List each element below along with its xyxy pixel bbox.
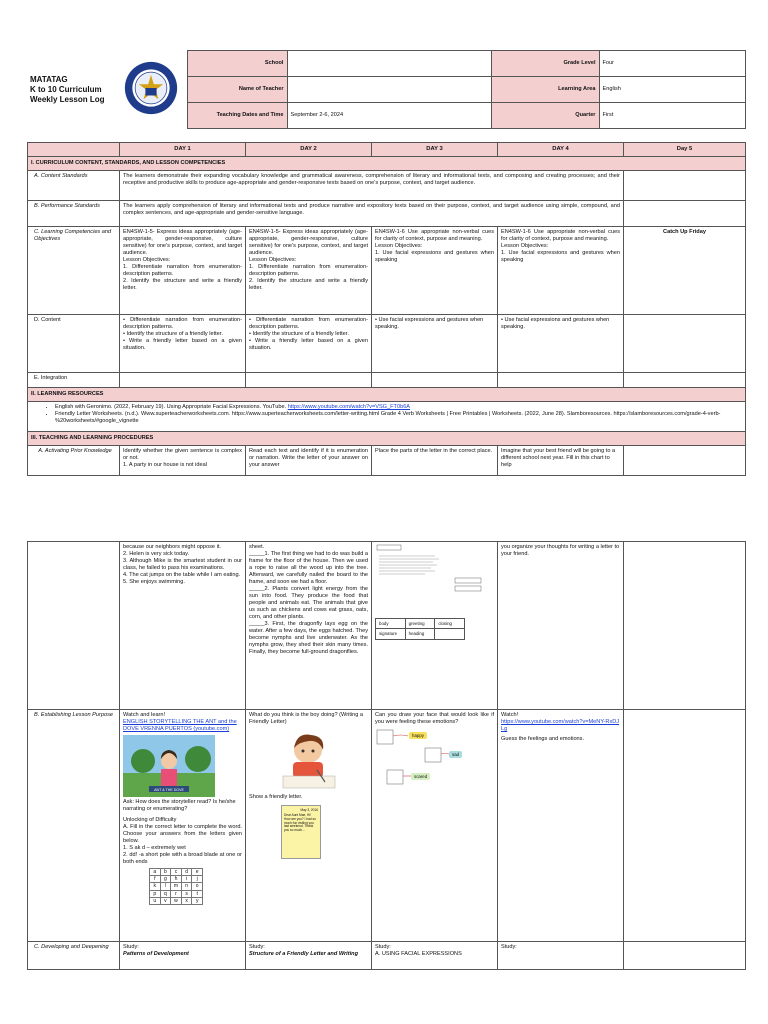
competencies-day2: EN4SW-1-5- Express ideas appropriately (age-appropriate, gender-responsive, culture sensitive) for one's purpose, context, and target audience. Lesson Objectives: 1. Differentiate narration from enumeration- description patterns. 2. Identify the structure and write a friendly letter.	[246, 227, 372, 315]
establishing-day1	[120, 710, 246, 942]
abc-cell: i	[181, 876, 192, 883]
est-day4-intro: Watch!	[501, 712, 519, 718]
day-1-header: DAY 1	[120, 143, 246, 157]
storytelling-thumbnail	[123, 735, 215, 797]
letter-part-closing: closing	[435, 618, 465, 629]
abc-cell: y	[192, 897, 203, 904]
abc-cell: s	[181, 890, 192, 897]
activating-day4: Imagine that your best friend will be going to a different school next year. Fill in this chart to help	[498, 446, 624, 476]
competencies-day4: EN4SW-1-6 Use appropriate non-verbal cues for clarity of context, purpose and meaning. Lesson Objectives: 1. Use facial expressions and gestures when speaking	[498, 227, 624, 315]
letter-part-greeting: greeting	[405, 618, 435, 629]
performance-standards-day5	[624, 201, 746, 227]
section-resources: II. LEARNING RESOURCES	[28, 388, 746, 402]
resource-1-text: English with Geronimo. (2022, February 19). Using Appropriate Facial Expressions. YouTube.	[55, 404, 288, 411]
abc-cell: u	[150, 897, 161, 904]
content-standards-day5	[624, 171, 746, 201]
header-table	[27, 50, 746, 129]
content-day4: • Use facial expressions and gestures when speaking.	[498, 315, 624, 373]
title-line-1: MATATAG	[30, 74, 68, 84]
abc-cell: v	[160, 897, 171, 904]
developing-day4	[498, 942, 624, 970]
content-label: D. Content	[28, 315, 120, 373]
boy-writing-illustration	[273, 728, 343, 792]
title-line-3: Weekly Lesson Log	[30, 94, 105, 104]
learning-area-label: Learning Area	[491, 77, 599, 103]
lesson-table	[27, 142, 746, 476]
learning-area-value: English	[599, 77, 745, 103]
est-day1-unlocking: Unlocking of Difficulty A. Fill in the correct letter to complete the word. Choose your answers from the letters given below. 1. S ak d – extremely wet 2. dd! -a short pole with a broad blade at one or both ends	[123, 816, 242, 865]
developing-day5	[624, 942, 746, 970]
developing-day3	[372, 942, 498, 970]
emotion-faces	[375, 726, 493, 796]
abc-cell: q	[160, 890, 171, 897]
developing-day2	[246, 942, 372, 970]
integration-day5	[624, 373, 746, 388]
letter-parts-grid	[375, 618, 465, 640]
performance-standards-text: The learners apply comprehension of literary and informational texts and produce narrative and expository texts based on their purpose, context, and target audience using simple, compound, and complex sentences, and age-appropriate and gender-sensitive language.	[120, 201, 624, 227]
teacher-value	[287, 77, 491, 103]
lesson-table-continued	[27, 541, 746, 970]
activating-day5-cont	[624, 542, 746, 710]
letter-part-body: body	[376, 618, 406, 629]
resource-1-link[interactable]: https://www.youtube.com/watch?v=VSG_FT0b6A	[287, 404, 411, 411]
dev-day3-text: A. USING FACIAL EXPRESSIONS	[375, 950, 462, 957]
lesson-log-page-2	[27, 541, 745, 970]
abc-cell: f	[150, 876, 161, 883]
quarter-value: First	[599, 103, 745, 129]
developing-label: C. Developing and Deepening	[28, 942, 120, 970]
abc-cell: h	[171, 876, 182, 883]
abc-cell: w	[171, 897, 182, 904]
est-day2-show: Show a friendly letter.	[249, 793, 303, 800]
dev-day2-study: Study:	[249, 944, 265, 950]
emotion-happy: happy	[409, 732, 427, 740]
competencies-day1: EN4SW-1-5- Express ideas appropriately (age-appropriate, gender-responsive, culture sensitive) for one's purpose, context, and target audience. Lesson Objectives: 1. Differentiate narration from enumeration- description patterns. 2. Identify the structure and write a friendly letter.	[120, 227, 246, 315]
friendly-letter-date: May 3, 2016	[300, 807, 318, 812]
content-day5	[624, 315, 746, 373]
activating-day1-cont: because our neighbors might oppose it. 2. Helen is very sick today. 3. Although Mike is the smartest student in our class, he failed to pass his examinations. 4. The cat jumps on the table while I am eating. 5. She enjoys swimming.	[120, 542, 246, 710]
teaching-dates-label: Teaching Dates and Time	[187, 103, 287, 129]
establishing-day3	[372, 710, 498, 942]
abc-cell: j	[192, 876, 203, 883]
est-day2-question: What do you think is the boy doing? (Writing a Friendly Letter)	[249, 712, 364, 725]
content-standards-text: The learners demonstrate their expanding vocabulary knowledge and grammatical awareness, comprehension of literary and informational texts, and composing and creating processes; and their receptive and productive skills to produce age-appropriate and gender-responsive texts based on one's purpose, context, and target audience.	[120, 171, 624, 201]
content-day2: • Differentiate narration from enumeration- description patterns. • Identify the structure of a friendly letter. • Write a friendly letter based on a given situation.	[246, 315, 372, 373]
est-day4-text: Guess the feelings and emotions.	[501, 735, 585, 742]
grade-level-label: Grade Level	[491, 51, 599, 77]
day-3-header: DAY 3	[372, 143, 498, 157]
emotion-sad: sad	[449, 751, 462, 759]
abc-cell: p	[150, 890, 161, 897]
est-day1-question: Ask: How does the storyteller read? Is he/she narrating or enumerating?	[123, 798, 236, 812]
dev-day4-study: Study:	[501, 944, 517, 950]
title-block	[27, 51, 115, 129]
dev-day1-study: Study:	[123, 944, 139, 950]
abc-cell: l	[160, 883, 171, 890]
grade-level-value: Four	[599, 51, 745, 77]
alphabet-grid	[149, 868, 203, 905]
abc-cell: n	[181, 883, 192, 890]
emotions-video-link[interactable]: https://www.youtube.com/watch?v=MeNY-RxDJLg	[501, 718, 620, 732]
integration-day3	[372, 373, 498, 388]
resources-list-cell	[28, 402, 746, 432]
teaching-dates-value: September 2-6, 2024	[287, 103, 491, 129]
establishing-label: B. Establishing Lesson Purpose	[28, 710, 120, 942]
activating-day4-cont: you organize your thoughts for writing a letter to your friend.	[498, 542, 624, 710]
letter-part-signature: signature	[376, 629, 406, 640]
storytelling-video-link[interactable]: ENGLISH STORYTELLING THE ANT and the DOVE VRENNA PUERTOS (youtube.com)	[123, 718, 237, 732]
abc-cell: g	[160, 876, 171, 883]
abc-cell: r	[171, 890, 182, 897]
content-day3: • Use facial expressions and gestures when speaking.	[372, 315, 498, 373]
integration-day4	[498, 373, 624, 388]
est-day1-intro: Watch and learn!	[123, 712, 166, 718]
continued-label	[28, 542, 120, 710]
emotions-diagram	[375, 726, 494, 796]
quarter-label: Quarter	[491, 103, 599, 129]
abc-cell: m	[171, 883, 182, 890]
abc-cell: x	[181, 897, 192, 904]
abc-cell: t	[192, 890, 203, 897]
abc-cell: c	[171, 868, 182, 875]
letter-parts-worksheet	[372, 542, 498, 710]
developing-day1	[120, 942, 246, 970]
content-day1: • Differentiate narration from enumeration- description patterns. • Identify the structure of a friendly letter. • Write a friendly letter based on a given situation.	[120, 315, 246, 373]
activating-label: A. Activating Prior Knowledge	[28, 446, 120, 476]
activating-day2: Read each text and identify if it is enumeration or narration. Write the letter of your answer on your answer	[246, 446, 372, 476]
est-day3-question: Can you draw your face that would look like if you were feeling these emotions?	[375, 712, 494, 725]
activating-day1: Identify whether the given sentence is complex or not. 1. A party in our house is not ideal	[120, 446, 246, 476]
section-curriculum: I. CURRICULUM CONTENT, STANDARDS, AND LESSON COMPETENCIES	[28, 157, 746, 171]
competencies-label: C. Learning Competencies and Objectives	[28, 227, 120, 315]
abc-cell: a	[150, 868, 161, 875]
competencies-day3: EN4SW-1-6 Use appropriate non-verbal cues for clarity of context, purpose and meaning. Lesson Objectives: 1. Use facial expressions and gestures when speaking	[372, 227, 498, 315]
activating-day2-cont: sheet. _____1. The first thing we had to do was build a frame for the floor of the house. Then we used a rope to raise all the wood up into the tree. Afterward, we carefully nailed the board to the frame, and soon we had a floor. _____2. Plants convert light energy from the sun into food. They produce the food that people and animals eat. The animals that give us such as chickens and cows eat grass, oats, corn, and other plants. _____3. First, the dragonfly lays egg on the water. After a few days, the eggs hatched. They become nymphs and live underwater. As the nymphs grow, they shed their skin many times. Finally, they become full-ground dragonflies.	[246, 542, 372, 710]
thumbnail-banner-text: ANT & THE DOVE	[154, 787, 184, 792]
performance-standards-label: B. Performance Standards	[28, 201, 120, 227]
dev-day2-title: Structure of a Friendly Letter and Writing	[249, 950, 358, 957]
friendly-letter-image	[281, 805, 321, 859]
content-standards-label: A. Content Standards	[28, 171, 120, 201]
corner-cell	[28, 143, 120, 157]
establishing-day5	[624, 710, 746, 942]
abc-cell: d	[181, 868, 192, 875]
deped-seal-icon	[123, 60, 179, 116]
activating-day5	[624, 446, 746, 476]
emotion-scared: scared	[411, 773, 430, 781]
abc-cell: e	[192, 868, 203, 875]
dev-day3-study: Study:	[375, 944, 391, 950]
day-2-header: DAY 2	[246, 143, 372, 157]
establishing-day4	[498, 710, 624, 942]
letter-part-heading: heading	[405, 629, 435, 640]
integration-day1	[120, 373, 246, 388]
establishing-day2	[246, 710, 372, 942]
catch-up-friday: Catch Up Friday	[624, 227, 746, 315]
friendly-letter-body: Dear Aunt Mae, Hi! How are you? I had so much fun visiting you last weekend. Thank you so much...	[284, 812, 316, 833]
abc-cell: b	[160, 868, 171, 875]
resources-list	[31, 404, 742, 425]
deped-seal-cell	[115, 51, 187, 129]
lesson-log-page-1	[27, 50, 745, 476]
resource-item-1	[55, 404, 742, 411]
teacher-label: Name of Teacher	[187, 77, 287, 103]
letter-worksheet-image	[375, 544, 493, 614]
title-line-2: K to 10 Curriculum	[30, 84, 102, 94]
day-4-header: DAY 4	[498, 143, 624, 157]
letter-part-empty	[435, 629, 465, 640]
section-procedures: III. TEACHING AND LEARNING PROCEDURES	[28, 432, 746, 446]
dev-day1-title: Patterns of Development	[123, 950, 189, 957]
activating-day3: Place the parts of the letter in the correct place.	[372, 446, 498, 476]
resource-item-2: • Friendly Letter Worksheets. (n.d.). Www.superteacherworksheets.com. https://www.superteacherworksheets.com/letter-writing.html Grade 4 Verb Worksheets | Free Printables | Worksheets. (2022, June 28). Slamboresources. https://slamboresources.com/grade-4-verb- %20worksheets/#google_vignette	[55, 411, 742, 425]
integration-day2	[246, 373, 372, 388]
school-value	[287, 51, 491, 77]
abc-cell: k	[150, 883, 161, 890]
abc-cell: o	[192, 883, 203, 890]
day-5-header: Day 5	[624, 143, 746, 157]
integration-label: E. Integration	[28, 373, 120, 388]
school-label: School	[187, 51, 287, 77]
